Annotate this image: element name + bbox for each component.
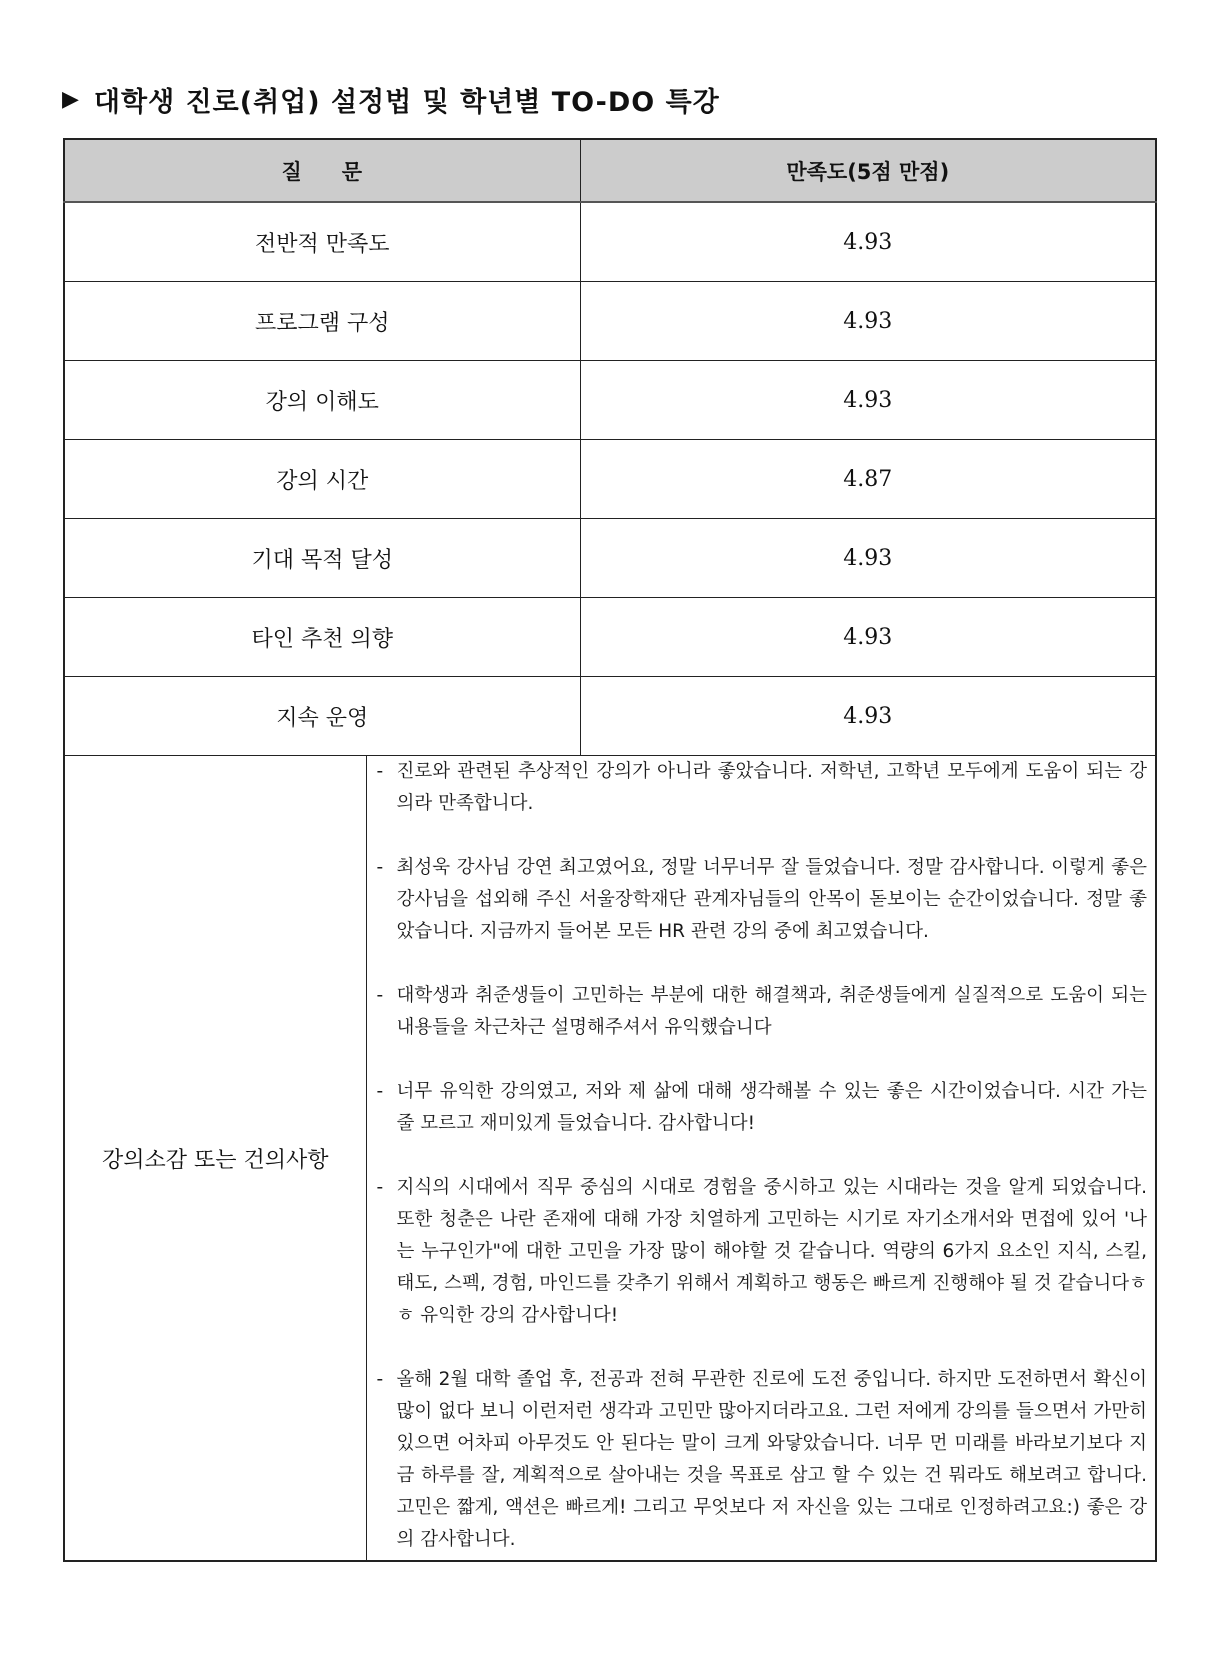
bullet-dash: - [376, 857, 384, 878]
question-cell: 강의 이해도 [64, 361, 580, 440]
table-row [64, 598, 1156, 677]
comment-item [377, 852, 1148, 948]
comment-text: 지식의 시대에서 직무 중심의 시대로 경험을 중시하고 있는 시대라는 것을 알게 되었습니다. 또한 청춘은 나란 존재에 대해 가장 치열하게 고민하는 시기로 자기소개서와 면접에 있어 '나는 누구인가"에 대한 고민을 가장 많이 해야할 것 같습니다. 역량의 6가지 요소인 지식, 스킬, 태도, 스펙, 경험, 마인드를 갖추기 위해서 계획하고 행동은 빠르게 진행해야 될 것 같습니다ㅎㅎ 유익한 강의 감사합니다! [396, 1177, 1148, 1326]
comments-row [64, 756, 1156, 1562]
table-header-row [64, 139, 1156, 202]
comment-item [377, 1172, 1148, 1332]
bullet-dash: - [376, 761, 384, 782]
satisfaction-table [63, 138, 1157, 1562]
comment-item [377, 980, 1148, 1044]
comment-text: 진로와 관련된 추상적인 강의가 아니라 좋았습니다. 저학년, 고학년 모두에게 도움이 되는 강의라 만족합니다. [396, 761, 1148, 814]
comment-item [377, 756, 1148, 820]
triangle-marker-icon: ▶ [62, 87, 80, 112]
table-row [64, 202, 1156, 282]
score-cell: 4.93 [580, 519, 1156, 598]
table-row [64, 440, 1156, 519]
question-cell: 지속 운영 [64, 677, 580, 756]
table-row [64, 519, 1156, 598]
question-cell: 전반적 만족도 [64, 202, 580, 282]
score-cell: 4.93 [580, 677, 1156, 756]
question-cell: 프로그램 구성 [64, 282, 580, 361]
header-question: 질문 [64, 139, 580, 202]
comment-item [377, 1076, 1148, 1140]
comment-text: 대학생과 취준생들이 고민하는 부분에 대한 해결책과, 취준생들에게 실질적으로 도움이 되는 내용들을 차근차근 설명해주셔서 유익했습니다 [396, 985, 1148, 1038]
comments-cell [366, 756, 1156, 1562]
score-cell: 4.87 [580, 440, 1156, 519]
bullet-dash: - [376, 1177, 384, 1198]
comments-label: 강의소감 또는 건의사항 [64, 756, 366, 1562]
comment-text: 너무 유익한 강의였고, 저와 제 삶에 대해 생각해볼 수 있는 좋은 시간이었습니다. 시간 가는 줄 모르고 재미있게 들었습니다. 감사합니다! [396, 1081, 1148, 1134]
bullet-dash: - [376, 1369, 384, 1390]
document-title-text: 대학생 진로(취업) 설정법 및 학년별 TO-DO 특강 [93, 87, 720, 118]
question-cell: 타인 추천 의향 [64, 598, 580, 677]
score-cell: 4.93 [580, 202, 1156, 282]
bullet-dash: - [376, 985, 384, 1006]
score-cell: 4.93 [580, 282, 1156, 361]
table-row [64, 677, 1156, 756]
question-cell: 기대 목적 달성 [64, 519, 580, 598]
question-cell: 강의 시간 [64, 440, 580, 519]
table-row [64, 361, 1156, 440]
document-title [62, 80, 720, 119]
header-satisfaction: 만족도(5점 만점) [580, 139, 1156, 202]
score-cell: 4.93 [580, 361, 1156, 440]
comment-text: 올해 2월 대학 졸업 후, 전공과 전혀 무관한 진로에 도전 중입니다. 하지만 도전하면서 확신이 많이 없다 보니 이런저런 생각과 고민만 많아지더라고요. 그런 저에게 강의를 들으면서 가만히 있으면 어차피 아무것도 안 된다는 말이 크게 와닿았습니다. 너무 먼 미래를 바라보기보다 지금 하루를 잘, 계획적으로 살아내는 것을 목표로 삼고 할 수 있는 건 뭐라도 해보려고 합니다. 고민은 짧게, 액션은 빠르게! 그리고 무엇보다 저 자신을 있는 그대로 인정하려고요:) 좋은 강의 감사합니다. [396, 1369, 1148, 1550]
table-row [64, 282, 1156, 361]
comment-item [377, 1364, 1148, 1556]
score-cell: 4.93 [580, 598, 1156, 677]
bullet-dash: - [376, 1081, 384, 1102]
comment-text: 최성욱 강사님 강연 최고였어요, 정말 너무너무 잘 들었습니다. 정말 감사합니다. 이렇게 좋은 강사님을 섭외해 주신 서울장학재단 관계자님들의 안목이 돋보이는 순간이었습니다. 정말 좋았습니다. 지금까지 들어본 모든 HR 관련 강의 중에 최고였습니다. [396, 857, 1148, 942]
